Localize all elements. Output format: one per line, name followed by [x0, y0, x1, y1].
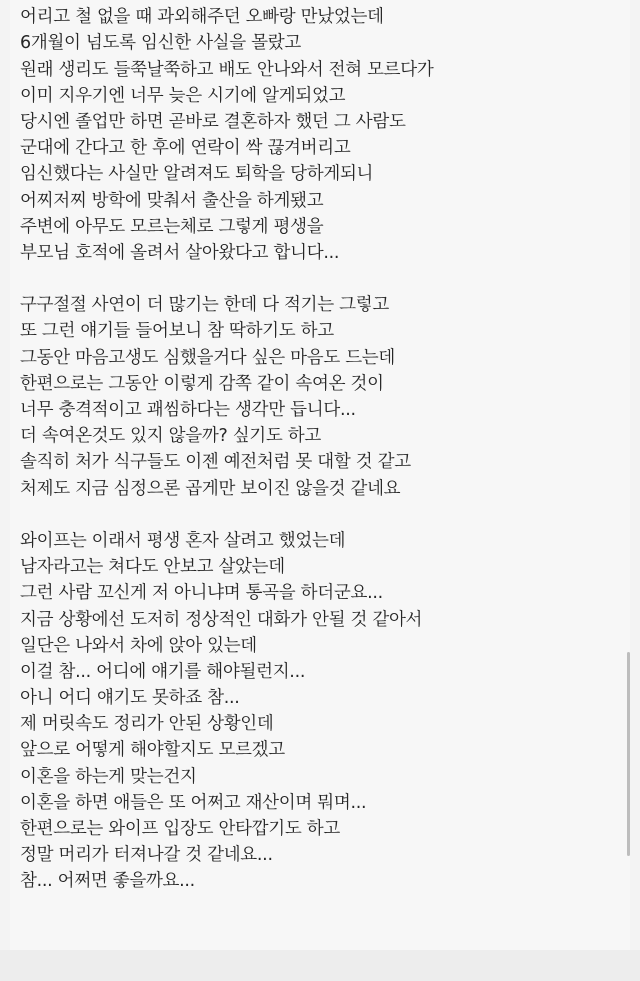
text-line: 와이프는 이래서 평생 혼자 살려고 했었는데	[20, 530, 346, 551]
text-line: 남자라고는 쳐다도 안보고 살았는데	[20, 557, 285, 578]
post-body	[20, 0, 620, 895]
text-line: 한편으로는 그동안 이렇게 감쪽 같이 속여온 것이	[20, 373, 384, 394]
text-line: 이걸 참... 어디에 얘기를 해야될런지...	[20, 661, 306, 682]
post-page	[10, 0, 630, 981]
text-line: 정말 머리가 터져나갈 것 같네요...	[20, 845, 273, 866]
paragraph-gap	[20, 502, 620, 528]
text-line: 주변에 아무도 모르는체로 그렇게 평생을	[20, 216, 324, 237]
text-line: 한편으로는 와이프 입장도 안타깝기도 하고	[20, 819, 340, 839]
text-line: 이미 지우기엔 너무 늦은 시기에 알게되었고	[20, 85, 346, 106]
text-line: 원래 생리도 들쭉날쭉하고 배도 안나와서 전혀 모르다가	[20, 59, 434, 80]
post-paragraph	[20, 292, 620, 502]
text-line: 이혼을 하는게 맞는건지	[20, 766, 197, 787]
text-line: 더 속여온것도 있지 않을까? 싶기도 하고	[20, 426, 321, 447]
text-line: 어리고 철 없을 때 과외해주던 오빠랑 만났었는데	[20, 7, 384, 28]
text-line: 지금 상황에선 도저히 정상적인 대화가 안될 것 같아서	[20, 609, 423, 630]
text-line: 앞으로 어떻게 해야할지도 모르겠고	[20, 740, 285, 761]
text-line: 당시엔 졸업만 하면 곧바로 결혼하자 했던 그 사람도	[20, 111, 406, 132]
text-line: 6개월이 넘도록 임신한 사실을 몰랐고	[20, 33, 301, 54]
text-line: 그동안 마음고생도 심했을거다 싶은 마음도 드는데	[20, 347, 396, 368]
text-line: 솔직히 처가 식구들도 이젠 예전처럼 못 대할 것 같고	[20, 452, 411, 473]
text-line: 처제도 지금 심정으론 곱게만 보이진 않을것 같네요	[20, 478, 401, 499]
paragraph-gap	[20, 266, 620, 292]
text-line: 너무 충격적이고 괘씸하다는 생각만 듭니다...	[20, 400, 356, 420]
page-bottom-edge	[0, 950, 640, 981]
text-line: 이혼을 하면 애들은 또 어쩌고 재산이며 뭐며...	[20, 792, 367, 813]
text-line: 제 머릿속도 정리가 안된 상황인데	[20, 714, 274, 735]
text-line: 아니 어디 얘기도 못하죠 참...	[20, 688, 240, 709]
text-line: 또 그런 얘기들 들어보니 참 딱하기도 하고	[20, 321, 334, 342]
text-line: 부모님 호적에 올려서 살아왔다고 합니다...	[20, 242, 340, 263]
scrollbar[interactable]	[627, 652, 630, 856]
post-paragraph	[20, 528, 620, 895]
post-paragraph	[20, 0, 620, 266]
text-line: 참... 어쩌면 좋을까요...	[20, 871, 195, 892]
text-line: 그런 사람 꼬신게 저 아니냐며 통곡을 하더군요...	[20, 583, 383, 604]
text-line: 임신했다는 사실만 알려져도 퇴학을 당하게되니	[20, 164, 374, 185]
text-line: 군대에 간다고 한 후에 연락이 싹 끊겨버리고	[20, 138, 351, 159]
text-line: 구구절절 사연이 더 많기는 한데 다 적기는 그렇고	[20, 295, 389, 316]
text-line: 일단은 나와서 차에 앉아 있는데	[20, 635, 257, 656]
text-line: 어찌저찌 방학에 맞춰서 출산을 하게됐고	[20, 190, 324, 211]
